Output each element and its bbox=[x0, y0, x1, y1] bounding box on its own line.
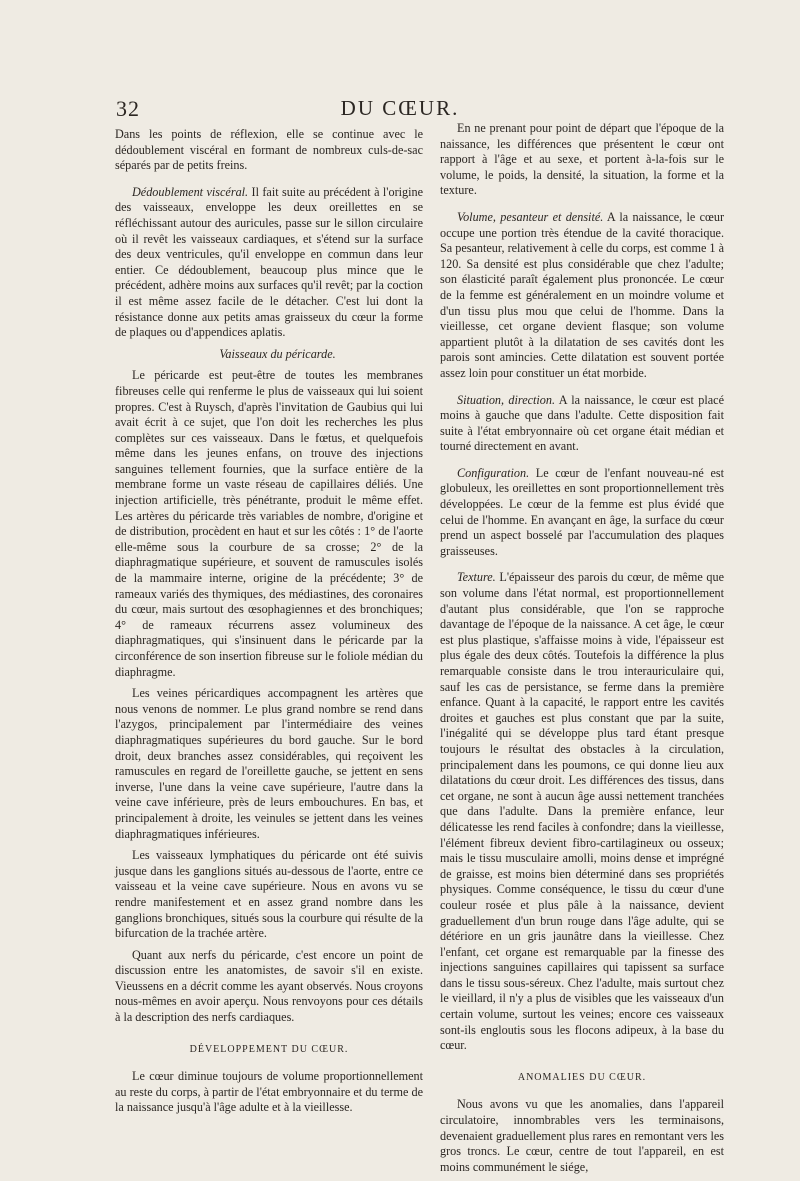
paragraph: Le cœur diminue toujours de volume proportionnellement au reste du corps, à partir de l'état embryonnaire et du terme de la naissance jusqu'à l'âge adulte et à la vieillesse. bbox=[115, 1069, 423, 1115]
paragraph: Nous avons vu que les anomalies, dans l'appareil circulatoire, innombrables vers les terminaisons, devenaient graduellement plus rares en remontant vers les gros troncs. Le cœur, centre de tout l'appareil, en est moins communément le siége, bbox=[440, 1097, 724, 1174]
paragraph bbox=[440, 210, 724, 382]
run-in-heading: Volume, pesanteur et densité. bbox=[457, 209, 604, 224]
paragraph bbox=[440, 570, 724, 1053]
run-in-heading: Dédoublement viscéral. bbox=[132, 184, 249, 199]
paragraph: Quant aux nerfs du péricarde, c'est encore un point de discussion entre les anatomistes, de savoir s'il en existe. Vieussens en a décrit comme les ayant observés. Nous croyons nous-mêmes en avoir aperçu. Nous renvoyons pour ces détails à la description des nerfs cardiaques. bbox=[115, 947, 423, 1025]
paragraph-text: Le cœur de l'enfant nouveau-né est globuleux, les oreillettes en sont proportionnellement très développées. Le cœur de la femme est plus évidé que celui de l'homme. En avançant en âge, la surface du cœur prend un aspect bosselé par l'accumulation des plaques graisseuses. bbox=[440, 465, 724, 558]
run-in-heading: Situation, direction. bbox=[457, 392, 556, 407]
paragraph-text: A la naissance, le cœur occupe une portion très étendue de la cavité thoracique. Sa pesanteur, relativement à celle du corps, est comme 1 à 120. Sa densité est plus considérable que chez l'adulte; son élasticité paraît également plus prononcée. Le cœur de la femme est généralement en un moindre volume et d'un tissu plus mou que celui de l'homme. Dans la vieillesse, cet organe devient flasque; son volume appartient plutôt à la dilatation de ses cavités dont les parois sont amincies. Cette dilatation est souvent portée assez loin pour constituer un état morbide. bbox=[440, 209, 725, 380]
section-heading: ANOMALIES DU CŒUR. bbox=[517, 1071, 647, 1083]
right-column bbox=[440, 121, 724, 1181]
paragraph: Les vaisseaux lymphatiques du péricarde ont été suivis jusque dans les ganglions situés au-dessous de l'aorte, entre ce vaisseau et la veine cave supérieure. Nous en avons vu se rendre manifestement et en assez grand nombre dans les ganglions bronchiques, situés sous la courbure qui résulte de la bifurcation de la trachée artère. bbox=[115, 848, 423, 941]
subheading: Vaisseaux du péricarde. bbox=[219, 346, 336, 361]
paragraph: Dans les points de réflexion, elle se continue avec le dédoublement viscéral en formant de nombreux culs-de-sac séparés par de petits freins. bbox=[115, 127, 423, 173]
run-in-heading: Texture. bbox=[457, 570, 496, 585]
paragraph bbox=[440, 393, 724, 455]
paragraph: En ne prenant pour point de départ que l'époque de la naissance, les différences que présentent le cœur ont rapport à l'âge et au sexe, et portent à-la-fois sur le volume, le poids, la densité, la situation, la forme et la texture. bbox=[440, 121, 724, 198]
page-number: 32 bbox=[116, 96, 140, 121]
section-heading: DÉVELOPPEMENT DU CŒUR. bbox=[189, 1043, 349, 1055]
paragraph-text: Il fait suite au précédent à l'origine des vaisseaux, enveloppe les deux oreillettes en se réfléchissant autour des auricules, passe sur le sillon circulaire où il revêt les vaisseaux cardiaques, et s'étend sur la surface des deux ventricules, qu'il enveloppe en commun dans leur entier. Ce dédoublement, beaucoup plus mince que le précédent, adhère moins aux surfaces qu'il revêt; par la coction il est même assez facile de le détacher. C'est lui dont la résistance donne aux petits amas graisseux du cœur la forme de plaques ou d'appendices aplatis. bbox=[115, 184, 423, 340]
left-column bbox=[115, 127, 423, 1122]
paragraph-text: A la naissance, le cœur est placé moins à gauche que dans l'adulte. Cette disposition fait suite à l'état embryonnaire où cet organe était médian et tourné directement en avant. bbox=[440, 392, 725, 454]
run-in-heading: Configuration. bbox=[457, 465, 530, 480]
paragraph bbox=[115, 185, 423, 341]
paragraph bbox=[440, 466, 724, 560]
paragraph: Les veines péricardiques accompagnent les artères que nous venons de nommer. Le plus grand nombre se rend dans l'azygos, principalement par l'intermédiaire des veines diaphragmatiques supérieures du bord gauche. Sur le bord droit, deux branches assez considérables, qui reçoivent les ramuscules en regard de l'oreillette gauche, se jettent en sens inverse, l'une dans la veine cave supérieure, l'autre dans la veine cave inférieure, près de leurs embouchures. En bas, et principalement à droite, les veinules se jettent dans les veines diaphragmatiques inférieures. bbox=[115, 686, 423, 841]
running-title: DU CŒUR. bbox=[340, 96, 460, 120]
paragraph: Le péricarde est peut-être de toutes les membranes fibreuses celle qui renferme le plus de vaisseaux qui lui soient propres. C'est à Ruysch, d'après l'invitation de Gaubius qui lui avait écrit à ce sujet, que l'on doit les recherches les plus complètes sur ces vaisseaux. Dans le fœtus, et quelquefois même dans les jeunes enfans, on trouve des injections sanguines tellement fournies, que la surface entière de la membrane forme un vaste réseau de capillaires déliés. Une injection artificielle, très pénétrante, produit le même effet. Les artères du péricarde très variables de nombre, d'origine et de distribution, procèdent en haut et sur les côtés : 1° de l'aorte elle-même sous la courbure de sa crosse; 2° de la diaphragmatique supérieure, et souvent de ramuscules isolés de la mammaire interne, origine de la précédente; 3° de rameaux variés des thymiques, des médiastines, des coronaires du cœur, mais surtout des œsophagiennes et des bronchiques; 4° de rameaux récurrens assez volumineux des diaphragmatiques, qui s'insinuent dans le péricarde par la circonférence de son insertion fibreuse sur le foliole médian du diaphragme. bbox=[115, 368, 423, 679]
paragraph-text: L'épaisseur des parois du cœur, de même que son volume dans l'état normal, est proportionnellement d'autant plus considérable, que l'on se rapproche davantage de l'époque de la naissance. A cet âge, le cœur est plus plastique, s'affaisse moins à vide, l'épaisseur est plus égale des deux côtés. Toutefois la différence la plus remarquable consiste dans le trou interauriculaire qui, sauf les cas de persistance, se ferme dans la première enfance. Quant à la capacité, le rapport entre les cavités droites et gauches est plus constant que par la suite, l'inégalité qui se développe plus tard étant presque toujours le résultat des obstacles à la circulation, principalement dans les poumons, ce qui donne lieu aux dilatations du cœur droit. Les différences des tissus, dans cet organe, ne sont à aucun âge aussi nettement tranchées que dans l'adulte. Dans la première enfance, leur délicatesse les rend faciles à confondre; dans la vieillesse, l'élément fibreux devient fibro-cartilagineux ou osseux; mais le tissu musculaire amolli, moins dense et imprégné de graisse, est moins bien déterminé dans ses propriétés physiques. Comme conséquence, le tissu du cœur d'une couleur rosée et plus pâle à la naissance, devient graduellement d'un brun rouge dans l'âge adulte, qui se détériore en un gris jaunâtre dans la vieillesse. Chez l'enfant, cet organe est remarquable par la finesse des injections sanguines capillaires qui tapissent sa surface dans le tissu sous-séreux. Chez l'adulte, mais surtout chez le vieillard, il n'y a plus de visibles que les vaisseaux d'un certain volume, surtout les veines; encore ces vaisseaux sont-ils engloutis sous les flocons adipeux, à la base du cœur. bbox=[440, 570, 724, 1053]
